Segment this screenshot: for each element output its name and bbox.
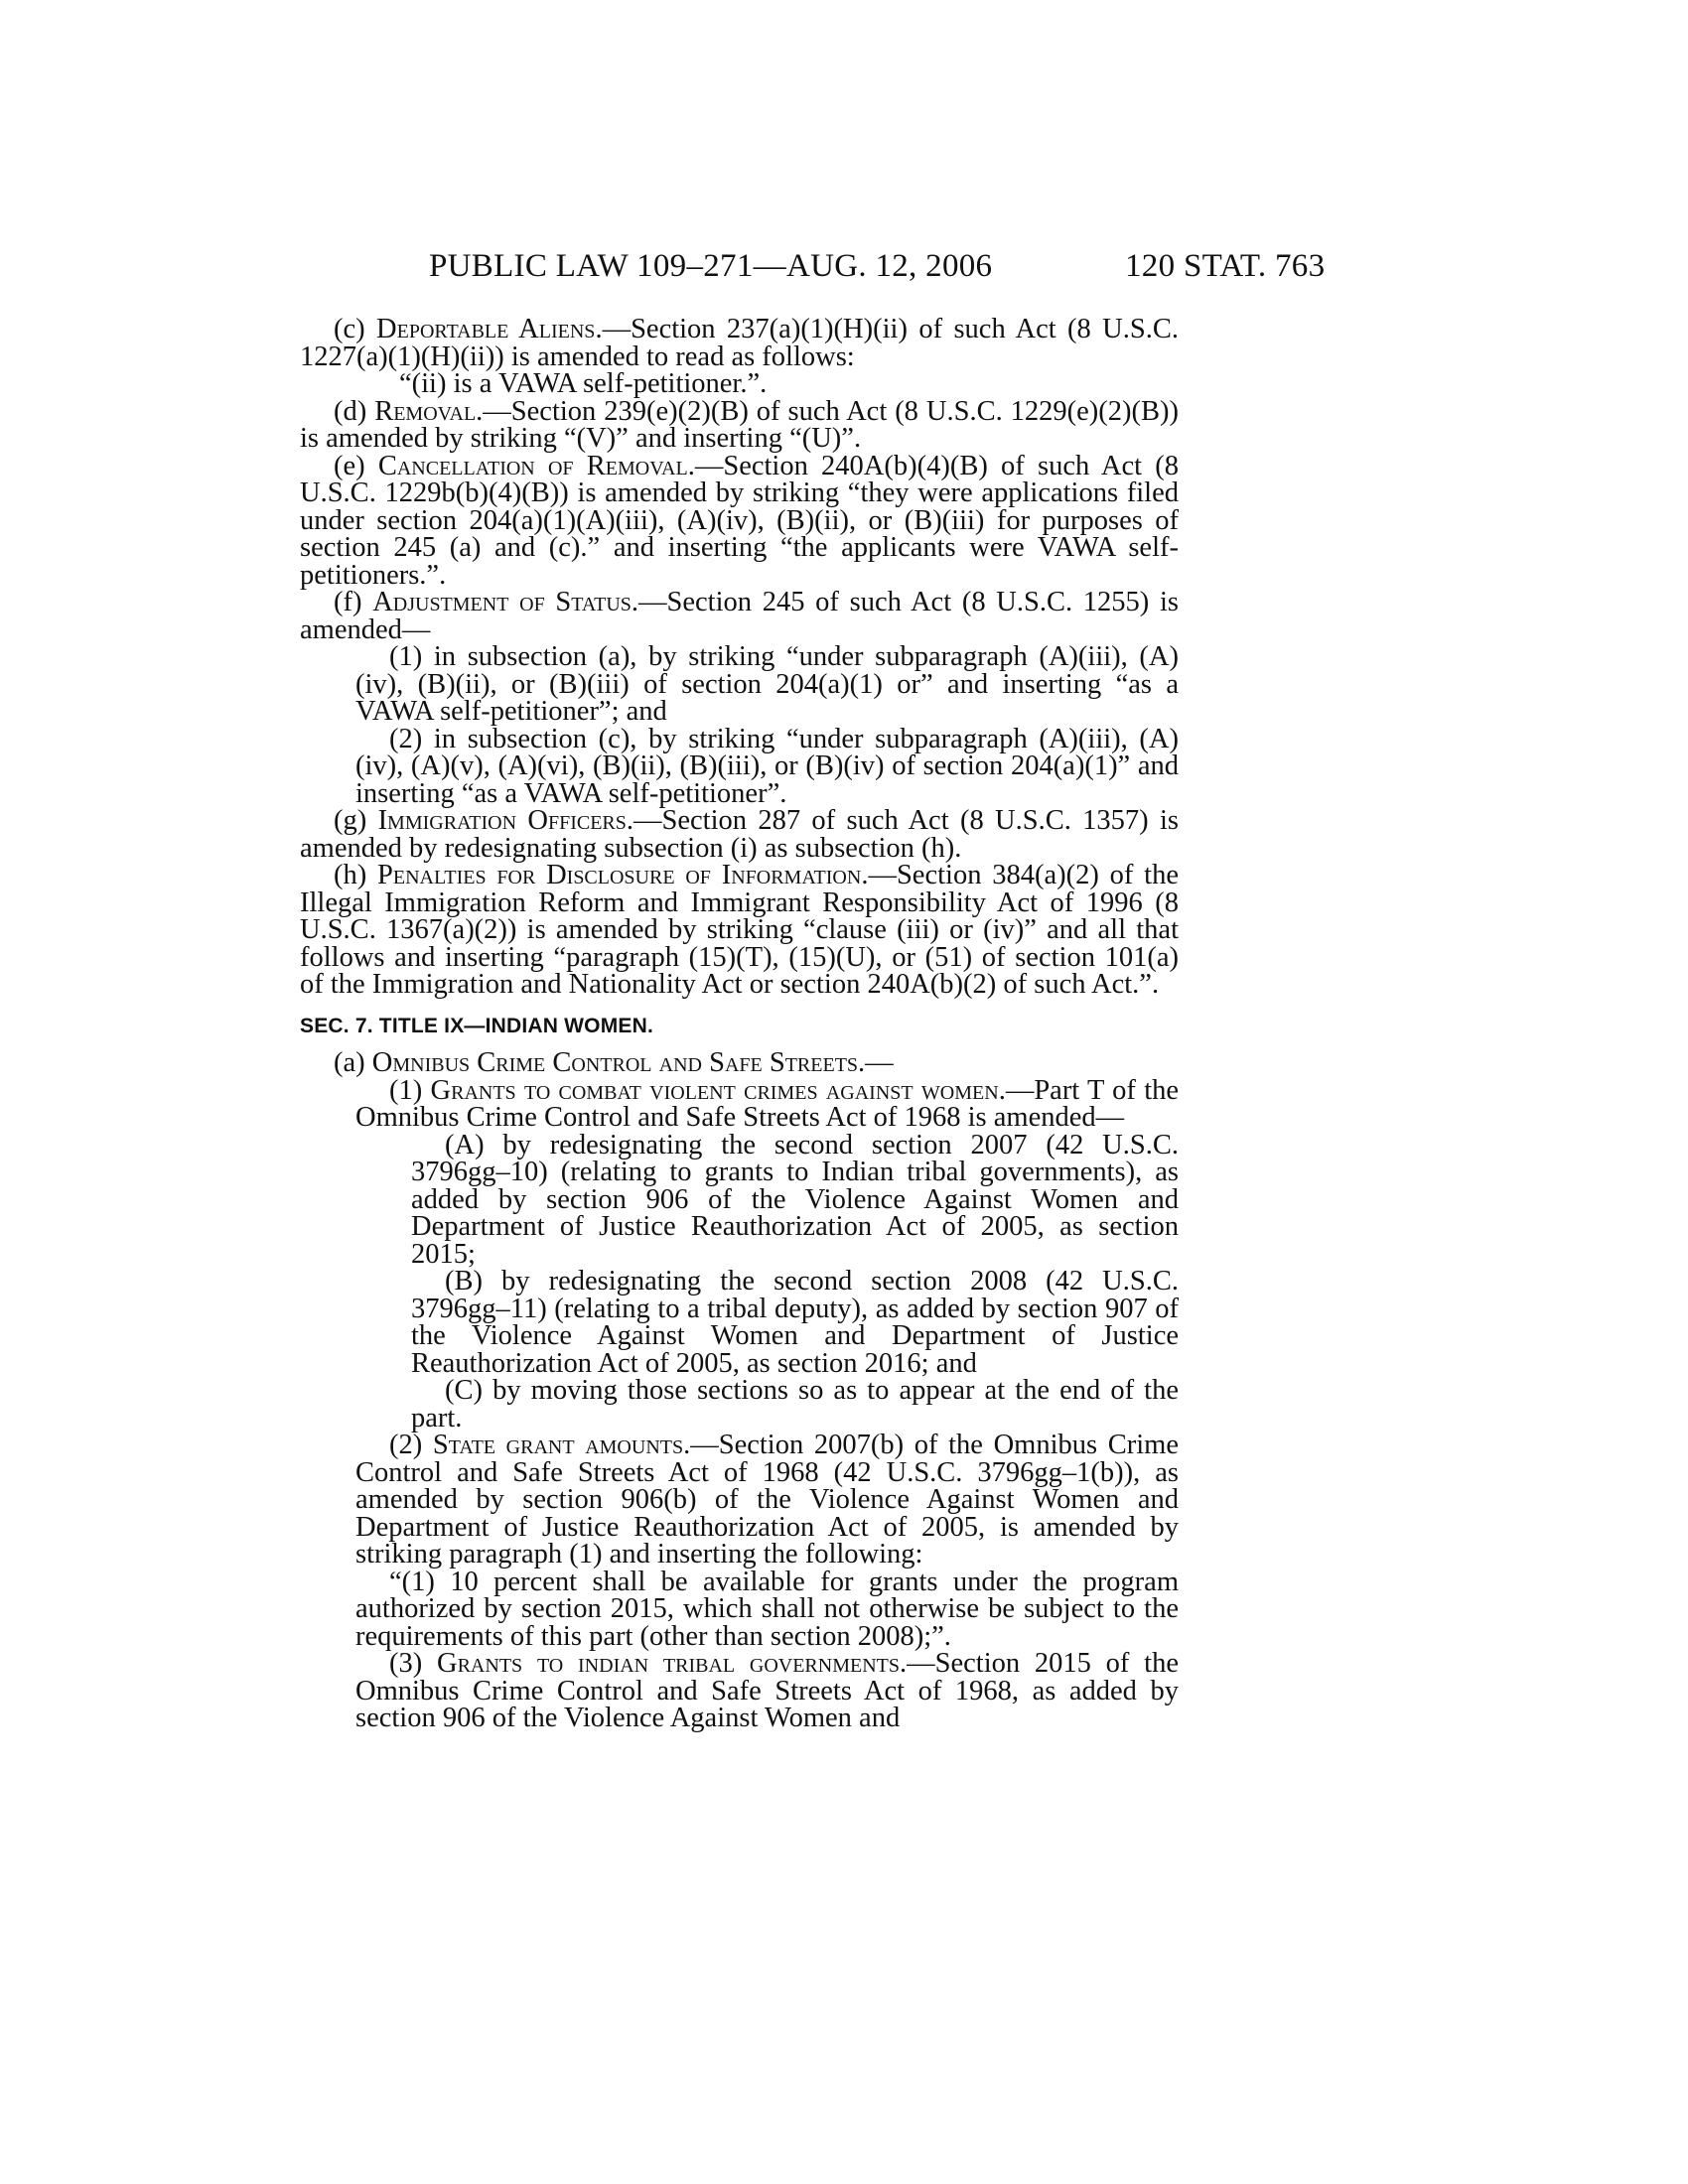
subsection-label: (d) bbox=[334, 395, 375, 427]
paragraph-label: (1) bbox=[389, 1074, 431, 1106]
subsection-h bbox=[300, 862, 1179, 999]
subsection-heading: Cancellation of Removal bbox=[377, 450, 688, 481]
subsection-e bbox=[300, 450, 1179, 591]
paragraph-a1 bbox=[300, 1074, 1180, 1133]
subsection-label: (g) bbox=[334, 805, 378, 836]
quoted-paragraph: “(1) 10 percent shall be available for grants under the program authorized by section 2015, which shall not otherwise be subject to the requirements of this part (other than section 2008);”. bbox=[355, 1566, 1179, 1652]
subsection-label: (a) bbox=[334, 1047, 372, 1078]
subsection-heading: Penalties for Disclosure of Information bbox=[377, 860, 862, 890]
paragraph-a2 bbox=[300, 1432, 1179, 1569]
running-header-title: PUBLIC LAW 109–271—AUG. 12, 2006 bbox=[429, 248, 993, 284]
subsection-heading: Removal bbox=[374, 395, 477, 427]
quoted-clause: “(ii) is a VAWA self-petitioner.”. bbox=[399, 368, 768, 399]
subsection-text: .— bbox=[858, 1047, 894, 1078]
paragraph-text: .—Section 2007(b) of the Omnibus Crime Control and Safe Streets Act of 1968 (42 U.S.C. 3796gg–1(b)), as amended by section 906(b) of the Violence Against Women and Department of Justice Reauthorization Act of 2005, is amended by striking paragraph (1) and inserting the following: bbox=[355, 1430, 1179, 1570]
subsection-label: (f) bbox=[334, 587, 373, 617]
subparagraph-C: (C) by moving those sections so as to appear at the end of the part. bbox=[411, 1375, 1179, 1433]
paragraph-heading: Grants to combat violent crimes against women bbox=[430, 1074, 999, 1106]
paragraph-text: .—Part T of the Omnibus Crime Control and Safe Streets Act of 1968 is amended— bbox=[355, 1074, 1180, 1133]
section-heading: SEC. 7. TITLE IX—INDIAN WOMEN. bbox=[300, 1014, 654, 1037]
subsection-heading: Omnibus Crime Control and Safe Streets bbox=[371, 1047, 859, 1078]
paragraph-text: .—Section 2015 of the Omnibus Crime Control and Safe Streets Act of 1968, as added by section 906 of the Violence Against Women and bbox=[355, 1648, 1180, 1733]
subsection-text: .—Section 384(a)(2) of the Illegal Immigration Reform and Immigrant Responsibility Act of 1996 (8 U.S.C. 1367(a)(2)) is amended by striking “clause (iii) or (iv)” and all that follows and inserting “paragraph (15)(T), (15)(U), or (51) of section 101(a) of the Immigration and Nationality Act or section 240A(b)(2) of such Act.”. bbox=[300, 860, 1179, 1000]
paragraph-heading: Grants to indian tribal governments bbox=[437, 1648, 900, 1679]
subsection-heading: Immigration Officers bbox=[377, 805, 627, 836]
subsection-f bbox=[300, 589, 1179, 643]
paragraph-heading: State grant amounts bbox=[432, 1430, 684, 1460]
paragraph-label: (3) bbox=[389, 1648, 438, 1679]
subsection-label: (h) bbox=[334, 860, 378, 890]
subsection-text: .—Section 239(e)(2)(B) of such Act (8 U.S.C. 1229(e)(2)(B)) is amended by striking “(V)” and inserting “(U)”. bbox=[300, 395, 1179, 454]
subsection-text: .—Section 245 of such Act (8 U.S.C. 1255) is amended— bbox=[300, 587, 1179, 645]
statute-page-number: 120 STAT. 763 bbox=[1125, 248, 1326, 284]
subparagraph-B: (B) by redesignating the second section 2008 (42 U.S.C. 3796gg–11) (relating to a tribal deputy), as added by section 907 of the Violence Against Women and Department of Justice Reauthorization Act of 2005, as section 2016; and bbox=[411, 1266, 1179, 1379]
subsection-text: .—Section 240A(b)(4)(B) of such Act (8 U.S.C. 1229b(b)(4)(B)) is amended by striking “they were applications filed under section 204(a)(1)(A)(iii), (A)(iv), (B)(ii), or (B)(iii) for purposes of section 245 (a) and (c).” and inserting “the applicants were VAWA self-petitioners.”. bbox=[300, 450, 1179, 591]
paragraph-f1: (1) in subsection (a), by striking “under subparagraph (A)(iii), (A)(iv), (B)(ii), or (B)(iii) of section 204(a)(1) or” and inserting “as a VAWA self-petitioner”; and bbox=[355, 641, 1179, 727]
subsection-heading: Adjustment of Status bbox=[372, 587, 632, 617]
document-body bbox=[300, 316, 1179, 1732]
subsection-label: (e) bbox=[334, 450, 378, 481]
paragraph-label: (2) bbox=[389, 1430, 433, 1460]
paragraph-f2: (2) in subsection (c), by striking “under subparagraph (A)(iii), (A)(iv), (A)(v), (A)(vi), (B)(ii), (B)(iii), or (B)(iv) of section 204(a)(1)” and inserting “as a VAWA self-petitioner”. bbox=[355, 723, 1179, 809]
subsection-heading: Deportable Aliens bbox=[376, 314, 596, 344]
subsection-c bbox=[300, 316, 1179, 370]
subsection-a bbox=[300, 1049, 1179, 1077]
subsection-text: .—Section 237(a)(1)(H)(ii) of such Act (8 U.S.C. 1227(a)(1)(H)(ii)) is amended to read as follows: bbox=[300, 314, 1179, 372]
subsection-text: .—Section 287 of such Act (8 U.S.C. 1357) is amended by redesignating subsection (i) as subsection (h). bbox=[300, 805, 1179, 864]
subsection-label: (c) bbox=[334, 314, 377, 344]
subparagraph-A: (A) by redesignating the second section 2007 (42 U.S.C. 3796gg–10) (relating to grants to Indian tribal governments), as added by section 906 of the Violence Against Women and Department of Justice Reauthorization Act of 2005, as section 2015; bbox=[411, 1129, 1179, 1270]
subsection-d bbox=[300, 395, 1179, 454]
paragraph-a3 bbox=[300, 1650, 1179, 1732]
subsection-g bbox=[300, 807, 1179, 862]
